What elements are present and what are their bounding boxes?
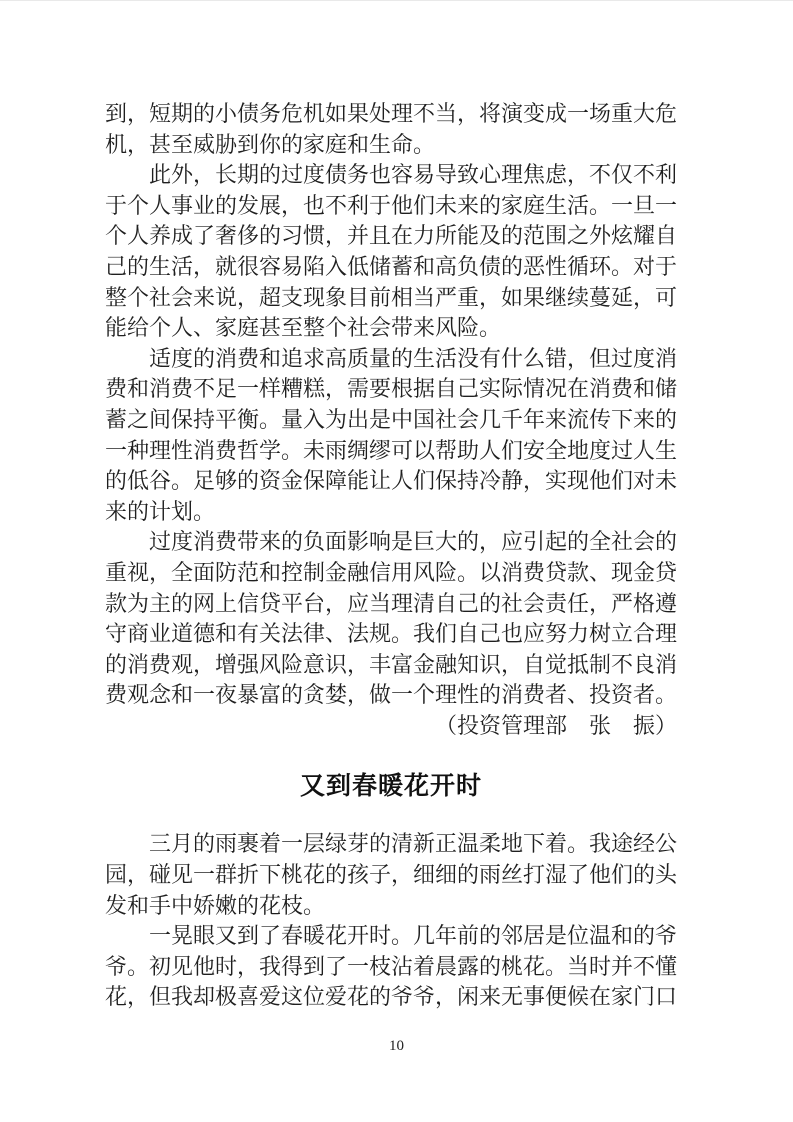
page-number: 10 xyxy=(389,1038,404,1054)
article-overconsumption-body xyxy=(105,99,677,741)
body-paragraph: 到，短期的小债务危机如果处理不当，将演变成一场重大危机，甚至威胁到你的家庭和生命。 xyxy=(105,101,678,157)
body-paragraph: 此外，长期的过度债务也容易导致心理焦虑，不仅不利于个人事业的发展，也不利于他们未来的家庭生活。一旦一个人养成了奢侈的习惯，并且在力所能及的范围之外炫耀自己的生活，就很容易陷入低储蓄和高负债的恶性循环。对于整个社会来说，超支现象目前相当严重，如果继续蔓延，可能给个人、家庭甚至整个社会带来风险。 xyxy=(105,162,678,341)
page-content xyxy=(105,99,677,1013)
body-paragraph: 适度的消费和追求高质量的生活没有什么错，但过度消费和消费不足一样糟糕，需要根据自己实际情况在消费和储蓄之间保持平衡。量入为出是中国社会几千年来流传下来的一种理性消费哲学。未雨绸缪可以帮助人们安全地度过人生的低谷。足够的资金保障能让人们保持冷静，实现他们对未来的计划。 xyxy=(105,345,678,524)
body-paragraph: 三月的雨裹着一层绿芽的清新正温柔地下着。我途经公园，碰见一群折下桃花的孩子，细细的雨丝打湿了他们的头发和手中娇嫩的花枝。 xyxy=(105,831,678,918)
body-paragraph: 过度消费带来的负面影响是巨大的，应引起的全社会的重视，全面防范和控制金融信用风险。以消费贷款、现金贷款为主的网上信贷平台，应当理清自己的社会责任，严格遵守商业道德和有关法律、法规。我们自己也应努力树立合理的消费观，增强风险意识，丰富金融知识，自觉抵制不良消费观念和一夜暴富的贪婪，做一个理性的消费者、投资者。 xyxy=(105,529,678,708)
article-spring-body xyxy=(105,829,677,1013)
body-paragraph: 一晃眼又到了春暖花开时。几年前的邻居是位温和的爷爷。初见他时，我得到了一枝沾着晨露的桃花。当时并不懂花，但我却极喜爱这位爱花的爷爷，闲来无事便候在家门口 xyxy=(105,923,678,1010)
article-title: 又到春暖花开时 xyxy=(299,772,482,801)
article-signature: （投资管理部 张 振） xyxy=(434,712,677,738)
